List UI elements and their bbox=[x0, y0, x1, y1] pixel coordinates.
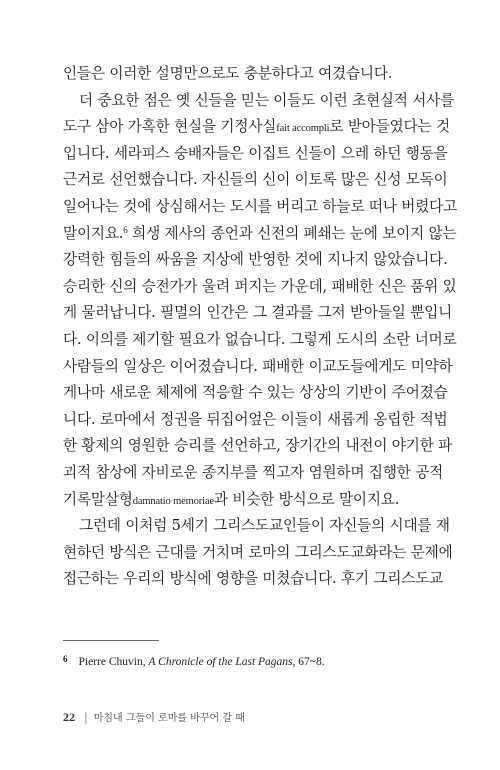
text-line: 입니다. 세라피스 숭배자들은 이집트 신들이 으레 하던 행동을 bbox=[63, 144, 448, 162]
footnote-book-title: A Chronicle of the Last Pagans bbox=[148, 656, 293, 668]
text-line: 현하던 방식은 근대를 거치며 로마의 그리스도교화라는 문제에 bbox=[63, 543, 453, 561]
footnote-number: 6 bbox=[63, 654, 68, 664]
text-line: 인들은 이러한 설명만으로도 충분하다고 여겼습니다. bbox=[63, 65, 393, 82]
footnote-divider bbox=[63, 640, 159, 641]
text-line: 강력한 힘들의 싸움을 지상에 반영한 것에 지나지 않았습니다. bbox=[63, 251, 448, 269]
body-text bbox=[63, 61, 458, 593]
footnote-author: Pierre Chuvin, bbox=[78, 656, 149, 668]
text-line: 말이지요.$^6$ 희생 제사의 종언과 신전의 폐쇄는 눈에 보이지 않는 bbox=[63, 224, 457, 242]
text-line: 니다. 로마에서 정권을 뒤집어엎은 이들이 새롭게 옹립한 적법 bbox=[63, 410, 448, 428]
text-line: 게 물러납니다. 필멸의 인간은 그 결과를 그저 받아들일 뿐입니 bbox=[63, 304, 453, 322]
latin-gloss: fait accompli bbox=[276, 123, 330, 135]
text-line: 근거로 선언했습니다. 자신들의 신이 이토록 많은 신성 모독이 bbox=[63, 171, 448, 189]
text-line: 승리한 신의 승전가가 울려 퍼지는 가운데, 패배한 신은 품위 있 bbox=[63, 277, 457, 295]
text-line: 게나마 새로운 체제에 적응할 수 있는 상상의 기반이 주어졌습 bbox=[63, 384, 448, 402]
text-line: 그런데 이처럼 5세기 그리스도교인들이 자신들의 시대를 재 bbox=[79, 517, 450, 535]
footnote bbox=[63, 651, 434, 670]
book-title: 마침내 그들이 로마를 바꾸어 갈 때 bbox=[93, 713, 245, 724]
text-line: 접근하는 우리의 방식에 영향을 미쳤습니다. 후기 그리스도교 bbox=[63, 570, 444, 588]
text-line: 더 중요한 점은 옛 신들을 믿는 이들도 이런 초현실적 서사를 bbox=[79, 91, 455, 109]
text-line: 한 황제의 영원한 승리를 선언하고, 장기간의 내전이 야기한 파 bbox=[63, 437, 453, 455]
footnote-pages: , 67~8. bbox=[292, 656, 325, 668]
page-number: 22 bbox=[63, 710, 75, 724]
text-line: 기록말살형damnatio memoriae과 비슷한 방식으로 말이지요. bbox=[63, 490, 400, 508]
footer-separator: | bbox=[84, 711, 88, 724]
text-line: 사람들의 일상은 이어졌습니다. 패배한 이교도들에게도 미약하 bbox=[63, 357, 453, 375]
text-line: 다. 이의를 제기할 필요가 없습니다. 그렇게 도시의 소란 너머로 bbox=[63, 330, 457, 348]
text-line: 괴적 참상에 자비로운 종지부를 찍고자 염원하며 집행한 공적 bbox=[63, 463, 444, 481]
running-footer bbox=[63, 709, 245, 727]
latin-gloss: damnatio memoriae bbox=[132, 495, 214, 507]
text-line: 일어나는 것에 상심해서는 도시를 버리고 하늘로 떠나 버렸다고 bbox=[63, 197, 458, 215]
text-line: 도구 삼아 가혹한 현실을 기정사실fait accompli로 받아들였다는 것 bbox=[63, 118, 450, 136]
footnote-marker: 6 bbox=[123, 224, 128, 235]
